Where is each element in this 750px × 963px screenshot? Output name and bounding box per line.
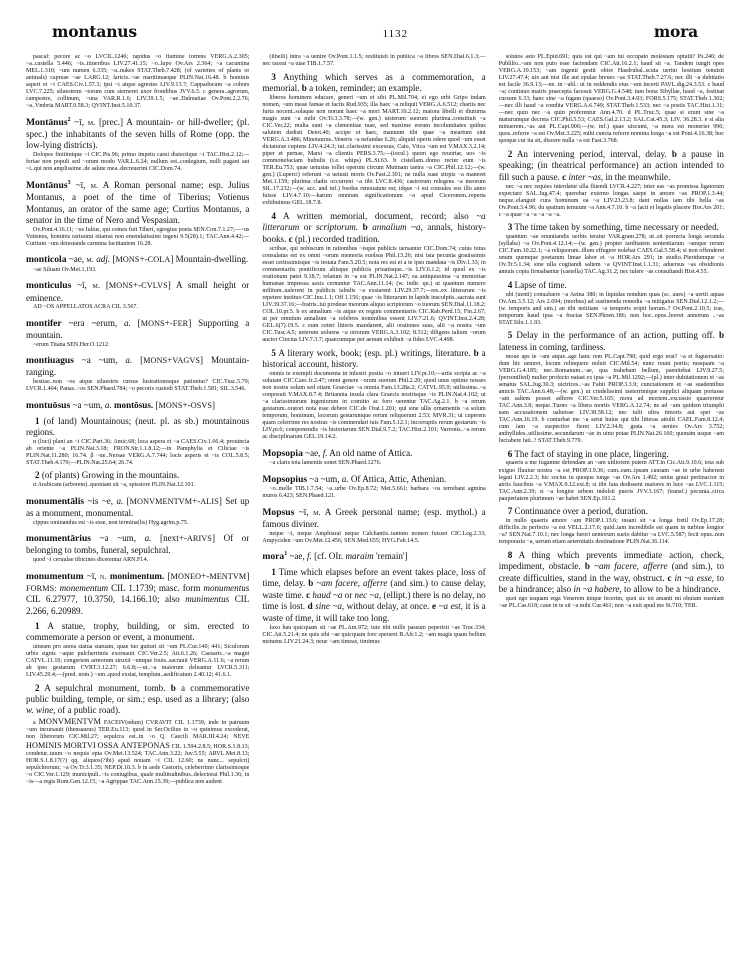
citation-paragraph: quantum ~ae enuntiandis uerbis teratur VAR.gram.278; ut..sit porrecta longa secunda (syllaba) ~a Ov.Pont.4.12.14;—(w. gen.) propter tarditatem sententiarum ~amque rerum CIC.Fam.10.22.1; ~a reliquorum..illum effugere nolebat CAES.Gal.5.58.4; si non offenderet unum quemque poetarum limae labor et ~a HOR.Ars 291; in studio..Pieridumque ~a Ov.Tr.5.1.34; sine ulla cogitandi saltem ~a QVINT.Inst.1.1.31; aduersus ~as obsidionis annuis copia firmabantur (castella) TAC.Ag.31.2; nec tulere ~as consultandi Hist.4.55. (498, 234, 724, 276)
column-container (26, 54, 724, 954)
dictionary-entry (26, 533, 249, 564)
column-left (26, 54, 249, 954)
citation-paragraph: liberos hominem educare, generi ~um et sibi PL.Mil.704; ei ego urbi Gripo indam nomen, ~um meae famae et factis Rud.935; illa haec ~a reliquit VERG.A.6.512; chartis nec furta nocent..solaque non norunt haec ~a mori MART.10.2.12; maiora libelli et diuturna magis sunt ~a mihi Ov.Tr.3.3.78;—(w. gen.) uisterum suorum plurima..constituit ~a CIC.Ver.22; multa sunt ~a clementiae tuae, sed maxime eorum incolumitates quibus salutem dedisti Deiot.40; accipe et haec, manuum tibi quae ~a meartum sint VERG.A.3.486; Minotaurus..Veneris ~a nefandae 6.26; aliquid operis edere quod ~um esset dictaturae cupiens LIV.4.24.3; tui..clarissimi excessus, Cato, Vtica ~um est V.MAX.3.2.14; piper et pernae, Marsi ~a clientis PERS.3.75;—(iocul.) quom ego reuortar, uos ~is commonefaciam bubulis (i.e. whips) PL.St.63. b cistellam..domo recter eum ~is TER.Eu.753; quae uetustas tollet operum circum Mutinam taetra ~a CIC.Phil.12.12;—(w. gen.) (Luperci) referunt ~a uetusti moris Ov.Fast.2.301; ne nulla suae stirpis ~a maneret Met.1.159; plurima cladis occurrent ~a tibi LVC.8.436; castrorum relegens ~a meorum SIL.17.232;—(w. acc. and inf.) foedus renouatum est; idque ~i est consules eos illo anno fuisse LIV.4.7.10;—harum omnium significationum ~a apud Ciceronem..reperta exhibuimus GEL.18.7.8. (262, 94, 486, 207)
dictionary-entry (26, 280, 249, 311)
headword: monticulus (26, 280, 72, 292)
headword: montuōsus (26, 399, 71, 411)
headword-line: monumentālis ~is ~e, a. [MONVMENTVM+-ALIS] Set up as a monument, monumental. (26, 495, 250, 518)
citation-paragraph: moue aps te ~am atque..age hanc rem PL.Capt.790; quid ergo erat? ~a et fuguersatio: dum hic uenıret, locum relinquere noluit CIC.Mil.54; nunc ruunt portis; nusquam ~a VERG.G.4.185; nec..Romanum..~ae, qua trahebant bellum, paenitebat LIV.9.27.5; (personified) mulier profecto natast ex ipsa ~a PL.Mil.1292;—(pl.) inter dubitationem et ~as senatus SAL.Jug.30.3; uictrices..~as Fabii PROP.3.3.9; cunctationem et ~as suadentibus amicis TAC.Ann.6.48;—(w. gen.) ut crudelissimi taeterrimique supplici aliquam portasse ~am saltem posset adferre CIC.Ver.5.165; mora ad mortem..excussio quaereretur TAC.Ann.3.8; neque..Turno ~a libera mortis VERG.A.12.74; ne ad ~am quidem triumphi eam accusationem uahuisse LIV.38.58.12; nec tulit ultra timoris aut spei ~as TAC.Ann.16.19. b conturbat me ~a serui huius qui tibi litteras attulit CAEL.Fam.8.12.4; cum iam ~a suspectior fieret LIV.2.34.8; grata ~a uenies Ov.Ars 3.752; anthyllides..utilissime..secundarum ~ae in uino potae PLIN.Nat.26.160; quonam usque ~am lucrabere fati..? STAT.Theb.9.779. (498, 353, 724, 445)
citation-paragraph: quot ego usquam erga Venerem inique fecerim, quoi sic tot amanti mi obuiam eueniant ~ae PL.Cas.618; caue in te sit ~a mihi Cur.461; non ~a euit apud me St.710; TER. (498, 595, 724, 609)
sense-number: 4 (271, 210, 276, 221)
headword-line: Montānus$^2$ ~ī, m. [prec.] A mountain- or hill-dweller; (pl. spec.) the inhabitants of the seven hills of Rome (opp. the low-lying districts). (26, 116, 250, 151)
sense-heading: 1 A statue, trophy, building, or sim. erected to commemorate a person or event, a monument. (26, 620, 250, 642)
citation-paragraph: α Arabicam (arborem)..quoniam sit ~a, spissiore PLIN.Nat.12.101. (33, 482, 196, 489)
dictionary-entry (26, 180, 249, 248)
headword: monumentārius (26, 533, 92, 545)
headword-line: monticulus ~ī, m. [MONS+-CVLVS] A small height or eminence. (26, 280, 250, 303)
sense-block (499, 222, 724, 276)
headword: Montānus$^2$ (26, 116, 71, 128)
running-head (52, 22, 698, 48)
sense-heading: 7 Continuance over a period, duration. (507, 506, 648, 517)
citation-paragraph: neque ~i, neque Amphiarai neque Calchantis..tantum nomen fuisset CIC.Leg.2.33; Ampyciden ~um Ov.Met.12.456; SEN.Med.655; HYG.Fab.14.5. (262, 530, 486, 544)
headword: mora$^1$ (262, 551, 288, 563)
citation-paragraph: in nullo quaeris amore ~am PROP.1.13.6; insani sit ~a longa fretil Ov.Ep.17.28; difficilis..in perfecto ~a est VELL.2.17.6; quid..tam incredibile est quam in turbine longior ~a? SEN.Nat.7.10.1; nec longa furori uentorum sueto dabitur ~a LVC.5.587; fecit opus..non temporaria ~a, uerum etiam aeternitatis destinatione PLIN.Nat.36.114. (498, 518, 724, 546)
headword-line: Mopsopius ~a ~um, a. Of Attica, Attic, Athenian. (262, 473, 447, 485)
headword-line: montifer ~era ~erum, a. [MONS+-FER] Supporting a mountain. (26, 317, 250, 340)
sense-number: 2 (507, 149, 513, 159)
headword-line: Mopsus ~ī, m. A Greek personal name; (esp. mythol.) a famous diviner. (262, 506, 486, 529)
sense-heading: 2 A sepulchral monument, tomb. b a commemorative public building, temple, or sim.; esp. used as a library; (also w. wine, of a public road). (26, 682, 250, 716)
headword-line: Montānus$^3$ ~ī, m. A Roman personal name; esp. Julius Montanus, a poet of the time of Tiberius; Votienus Montanus, an orator of the same age; Curtius Montanus, a senator in the time of Nero and Vespasian. (26, 179, 250, 225)
citation-paragraph: solutos asto PL.Epid.691; quis est qui ~am tui occupato molestam optulit? Ps.246; de Publilio..~am non puto esse faciendam CIC.Att.16.2.1; haud sit ~a. Tandem iungit opes VERG.A.10.153; ~am ingenti gestit obire Hasdrubal..scuta uerini hostium tenuisti LIV.27.47.4; uix aut nisi ille aut epulae breues ~as STAT.Theb.7.27.6; nec illi ~a dubitatio est facile 36.9.13;—ne. in ~abl.: ut in reddendis eius ~um incerti PAVL.dig.24.3.53. c haud ~a; continuo matris praecepta facessit VERG.G.4.548; tum bona Sibyllae, haud ~a, festinat cursum 6.33; hanc sine ~a fugam (quaeso) Ov.Pont.3.4.93; FORS.5.175; STAT.Theb.1.302;—nec illi haud ~a condita VERG.A.6.749; STAT.Theb.1.533; nec ~a postis TAC.Hist.1.31;—nec quin nec ~a quin proferentur Ann.4.70. d PL.Truc.5; quae si erunt sine ~a maturumque decreta CIC.Phil.5.53; CAES.Gal.2.13.2; SAL.Cat.45.3; LIV. 36.28.3. e si alia minuerem..~as aut PL.Capt.906;—(w. inf.) quae uiscumi, ~a mera est monerier 996; quos..referre ~a est Ov.Met.3.225; mihi cuncta referre nomina longa ~a est Pont.4.16.38; hoc quoque cur ita sit, discere nulla ~a est Fast.3.768. (498, 54, 724, 145)
headword-line: mora$^1$ ~ae, f. [cf. OIr. maraim 'remain'] (262, 551, 408, 563)
citation-paragraph: quaeris a me fugamne defendam an ~am utiliorem putem ATT.in Cic.Att.9.10.6; tota sub exiguo fluuiue nostra ~a est PROP.3.9.36; cum..eam..ipsam causam ~ae in urbe haberent legati LIV.2.2.3; hic socius tu quoque iunge ~as Ov.Ars 1.492; unius graui pertinacior in atriis faucibus ~a V.MAX.9.12.ext.8; si tibi fata dedissent maiores in luce ~as LVC.1.115; TAC.Ann.2.39; si ~a longior urbem indolsit pueris JVV.3.167; (transf.) pecunia..circa paupertatem plurimum ~ae habet SEN.Ep.101.2. (498, 460, 724, 502)
citation-paragraph: omnis te exempli documenta in inlustri posita ~o intueri LIV.pr.10;—artis scripta ac ~a solutam CIC.Caec.fr.2.47; omni genere ~orum suorum Phil.2.20; quod unus optime nosses non nostra solum sed etiam Graeciae ~a omnia Fam.13.28a.2; CATVL.95.9; utilissima..~a conposuit V.MAX.8.7.4; Britannia insula clara Graecis nostrisque ~is PLIN.Nat.4.102; ut ~a clarissimorum ingeniorum in comitio ac foro uerentur TAC.Ag.2.1. b ~a rerum gestarum..oratori nota esse debere CIC.de Orat.1.201; qui sine ullis ornamentis ~a solum temporum, hominum, locorum gestarumque rerum reliquerunt 2.53; MVR.31; ut cuperem quam celerrime res nostras ~is commendari tuis Fam.5.12.1; incorruptis rerum gestarum ~is LIV.pr.6; componendis ~is historiarum SEN.Dial.9.7.2; TAC.Hist.2.101; Varronis..~a rerum ac disciplinarum GEL.19.14.2. (262, 370, 486, 441)
sense-block (262, 348, 485, 442)
sense-number: 1 (271, 567, 276, 578)
citation-paragraph: (libelli) intra ~a uenire Ov.Pont.1.1.5; restituisti in publica ~a libros SEN.Dial.6.1.3;—nec taceat ~a uiae TIB.1.7.57. (262, 54, 486, 68)
sense-heading: 5 A literary work, book; (esp. pl.) writings, literature. b a historical account, history. (262, 347, 486, 369)
sense-block (262, 211, 485, 344)
sense-block (499, 330, 724, 445)
sense-heading: 2 (of plants) Growing in the mountains. (35, 470, 180, 481)
citation-paragraph: uineam pro aurea statua statuam, quae tuo gutturi sit ~um PL.Cur.140; 441; Siculorum urbis signis ~aque pulcherrimis exornauit CIC.Ver.2.5; Att.6.1.26; Caesaris..~a magni CATVL.11.10; congeriem armorum struxit ~umque Iouis..sacrauit VERG.A.11.6; ~a rerum ab ipso gestarum CVRT.3.12.27; 6.6.8;—ut..~a maiorum deleantur LVCR.5.311; LIV.45.29.4;—(pred. nom.) ~um..quod exstat, templum..aedificatum 2.40.12; 41.6.1. (26, 643, 250, 678)
sense-number: 5 (507, 330, 513, 341)
sense-block (499, 280, 724, 327)
citation-paragraph: Ov.Pont.4.16.11; ~us Iulius, qui comes fuit Tiberi, egregius poeta SEN.Con.7.1.27;—~us Votienus, hominis rarissimi etiamsi non emendatissimi ingeni 9.5(28).1; TAC.Ann.4.42;—Curtium ~um detestanda carmina factitantem 16.28. (26, 226, 250, 247)
citation-paragraph: a MONVMENTVM FACEIV(ndum) CVRAVIT CIL 1.1739; inde in patruum ~um incursauit (thensaurus) TER.Eu.113; quod in Ser.Ocilius in ~o quinimus excederat, non liberorum CIC.Mil.27; sepulcra est..in ~o Q. Caecili MAR.III.4.24; NEVE HOMINIS MORTVI OSSA ANTEPONAS CIL 1.594.2.8.5; HOR.S.1.8.13; condetur..tuum ~o nequis opta Ov.Met.13.524; TAC.Ann.3.22; Juv.5.55; ARVL.Met.8.13; HOR.S.1.8.17(?) qq. aliquos(?ibi) apud nouam ~i CIL 12.60; ne nunc... sepulcri) sepulchrorum; ~a Ov.Tr.3.1.35; NEP.Di.10.3. b in aede Castoris, celeberrimo clarissimoque ~o CIC.Ver.1.129; municipuli..~is coniugibus, quale multitudinibus..delectorat Phil.1.36; in ~is—a regis Rom.Gen.12.15; ~a Agrippae TAC.Ann.15.39;—publica non audent (26, 717, 250, 786)
headword: monumentālis (26, 495, 85, 507)
citation-paragraph: α (loci) plani an ~i CIC.Part.36; Amic.68; loca aspera et ~a CAES.Civ.1.66.4; prouincia ab oriente ~a PLIN.Nat.3.18; FRON.Str.1.1.8.12;—in Pamphylia et Ciliciae ~is PLIN.Nat.11.280; 16.74. β ~ue..Nersae VERG.A.7.744; locis asperis et ~is COL.5.8.5; STAT.Theb.4.179;—PLIN.Nat.25.64; 26.74. (26, 438, 250, 466)
dictionary-entry (26, 496, 249, 527)
sense-number: 2 (35, 682, 40, 693)
sense-block (499, 149, 724, 219)
headword-line: montiuagus ~a ~um, a. [MONS+VAGVS] Mountain-ranging. (26, 355, 250, 378)
dictionary-entry (26, 318, 249, 349)
citation-paragraph: ubi (uenti) conualuere ~a Aetna 380; in liquidas nondum quas (sc. aues) ~a uertit aquas Ov.Am.3.5.12; Ars 2.694; (morbus) ad sustinenda remedia ~a mitigatus SEN.Dial.12.1.2;—(w. temporis and sim.) an tibi notitiam ~a temporis eripit horum..? Ov.Pont.2.10.5; iras, temporum haud ipsa ~a fractas SEN.Phoen.186; non hoc..opus..horret annorum ..~as STAT.Silu.1.1.93. (498, 291, 724, 326)
sense-heading: 5 Delay in the performance of an action, putting off. b lateness in coming, tardiness. (498, 330, 724, 352)
headword-line: monumentum ~ī, n. monimentum. [MONEO+-MENTVM] FORMS: monementum CIL 1.1739; masc. form monumentus CIL 6.27977, 10.3750, 14.166.10; also munimentus CIL 2.266, 6.20989. (26, 570, 250, 616)
headword-homonym-number: 3 (67, 179, 71, 186)
headword-line: monumentārius ~a ~um, a. [next+-ARIVS] Of or belonging to tombs, funeral, sepulchral. (26, 533, 250, 556)
dictionary-entry (26, 117, 249, 174)
column-middle (262, 54, 485, 954)
headword: montifer (26, 317, 62, 329)
sense-heading: 8 A thing which prevents immediate action, check, impediment, obstacle. b ~am facere, afferre (and sim.), to create difficulties, stand in the way, obstruct. c in ~a esse, to be a hindrance; also in ~a habere, to allow to be a hindrance. (498, 549, 724, 594)
citation-paragraph: bestiae..non ~os atque siluestris cursus lustrationesque patiuntur? CIC.Tusc.5.79; LVCR.1.404; Panas..~os SEN.Phaed.784; ~o pecoris custodi STAT.Theb.1.581; SIL.3.546. (26, 379, 250, 393)
sense-heading: 1 Time which elapses before an event takes place, loss of time, delay. b ~am facere, afferre (and sim.) to cause delay, waste time. c haud ~a or nec ~a, (ellipt.) there is no delay, no time is lost. d sine ~a, without delay, at once. e ~a est, it is a waste of time, it will take too long. (262, 567, 486, 623)
sense-number: 1 (35, 415, 40, 426)
sense-block (499, 506, 724, 546)
page-number: 1132 (382, 28, 409, 40)
headword-line: montuōsus ~a ~um, a. montōsus. [MONS+-OSVS] (26, 399, 216, 411)
dictionary-entry (262, 448, 485, 468)
dictionary-entry (262, 474, 485, 501)
sense-block (499, 550, 724, 610)
sense-number: 3 (507, 222, 513, 233)
dictionary-entry (26, 571, 249, 787)
sense-number: 7 (507, 506, 513, 517)
citation-paragraph: ~o..melle TIB.1.7.54; ~a..urbe Ov.Ep.8.72; Met.5.661; barbara ~os terrebant agmina muros 6.423; SEN.Phaed.121. (262, 486, 486, 500)
running-head-left: montanus (52, 22, 137, 41)
citation-paragraph: ~a claris tota lamentis sonet SEN.Phaed.1276. (269, 460, 382, 467)
citation-paragraph: faxo hau quicquam sit ~ae PL.Am.972; tute tibi mille passum peperisti ~ae Truc.334; CIC.Att.5.21.4; ne quis sibi ~ae quicquam fore speraret B.Afr.1.2; ~am magis quam bellum metuens LIV.21.24.3; neue ~am timeas, timimus (262, 624, 486, 645)
sense-heading: 4 A written memorial, document, record; also ~a litterarum or scriptorum. b annalium ~a, annals, history-books. c (pl.) recorded tradition. (262, 210, 486, 244)
sense-number: 2 (35, 470, 40, 481)
headword-homonym-number: 1 (284, 551, 288, 558)
sense-number: 3 (271, 71, 276, 82)
sense-heading: 3 The time taken by something, time necessary or needed. (507, 222, 719, 233)
headword: monumentum (26, 570, 84, 582)
citation-paragraph: quod ~i ceruulae tibicines dicerentur ARN.Fl.4. (33, 557, 149, 564)
citation-paragraph: nec ~a nec requies interdatur ulla fluendi LVCR.4.227; inter eas ~as promissa ligatorum expectare SAL.Jug.47.4; querebar externo longas saepe in amore ~as PROP.1.3.44; neque..elanguit cura hominum ea ~a LIV.23.23.8; dant nullas iam tibi bella ~as Ov.Pont.3.4.96; du spatium temuum ~a Ann.4.7.10. b ~a facit et legatis placere Hor.Ars 201; c ~a quae ~a ~a ~a ~a ~a. (498, 183, 724, 218)
dictionary-entry (26, 400, 249, 489)
headword: Mopsus (262, 506, 295, 518)
dictionary-entry (262, 551, 485, 645)
headword-homonym-number: 2 (67, 116, 71, 123)
sense-number: 6 (507, 448, 513, 459)
citation-paragraph: Dolopes finitimique ~i CIC.Pis.96; primo impetu caesi disiectique ~i TAC.Hist.2.12;—feriae non populi sed ~orum modo VAR.L.6.24; nullum est..conlegium, nulli pagani aut ~i..qui non amplissime..de salute mea..decreuerint CIC.Dom.74. (26, 152, 250, 173)
sense-heading: 6 The fact of staying in one place, lingering. (507, 448, 669, 459)
sense-block (262, 72, 485, 208)
sense-number: 5 (271, 347, 276, 358)
sense-heading: 3 Anything which serves as a commemoration, a memorial. b a token, reminder; an example. (262, 71, 486, 94)
dictionary-entry (26, 355, 249, 393)
headword: Mopsopius (262, 473, 308, 485)
headword: Mopsopia (262, 447, 303, 459)
sense-number: 8 (507, 549, 513, 560)
sense-heading: 4 Lapse of time. (507, 279, 567, 290)
running-head-right: mora (653, 22, 698, 41)
citation-paragraph: AD ~OS APPELLATOS ACRA CIL 3.567. (33, 304, 138, 311)
dictionary-entry (26, 254, 249, 274)
citation-paragraph: cippus ominandus est ~is esse, non termina(lis) Hyg.agrim.p.75. (33, 519, 189, 526)
headword-line: monticola ~ae, m. adj. [MONS+-COLA] Mountain-dwelling. (26, 254, 249, 266)
citation-paragraph: pascal: pecore ac ~o LVCIL.1246; rapidus ~o flumine torrens VERG.A.2.305; ~a..castella 5.446; ~is..itineribus LIV.27.41.15; ~o..lupo Ov.Ars 2.364; ~a cacumina MEL.1.310; ~um numen 6.335; ~a..nukes STAT.Theb.7.428; (of varieties of plants or animals) capreae ~ae LARG.12; laricis..~ae maritimaeque PLIN.Nat.16.48. b hominis asperi et ~i CAES.Civ.1.57.3; ipsi ~i atque agrestes LIV.9.13.7; Cappadocum ~a cohors LVC.7.225; siluestrem ~torum cum sterneret uxor frondibus JVV.6.5. c genera..agrorum, campestre, collinum, ~una VAR.R.1.6; LIV.39.1.5; ~ae..Dalmatiae Ov.Pont.2.2.76; ~a..Vmbria MART.9.58.3; QVINT.Inst.5.10.37. (26, 54, 250, 110)
headword: Montānus$^3$ (26, 179, 71, 192)
sense-number: 4 (507, 279, 513, 290)
sense-number: 1 (35, 620, 40, 631)
headword: montiuagus (26, 355, 74, 367)
headword: monticola (26, 254, 67, 266)
citation-paragraph: ~ae Siluani Ov.Met.1.193. (33, 266, 97, 273)
dictionary-entry (262, 507, 485, 545)
sense-heading: 2 An intervening period, interval, delay. b a pause in speaking; (in theatrical performance) an action intended to fill such a pause. c inter ~as, in the meanwhile. (498, 149, 724, 182)
headword-line: Mopsopia ~ae, f. An old name of Attica. (262, 447, 413, 459)
sense-block (499, 449, 724, 503)
citation-paragraph: scribae, qui nobiscum in rationibus ~isque publicis uersantur CIC.Dom.74; cuius totus consulatus est ex omni ~orum memoria euolsus Phil.13.26; nisi ista pecunia grauissimis esset certissimisque ~is testata Fam.5.20.5; nota res est et a te ipso mandata ~is Div.1.33; in commentariis pontificum aliisque publicis priuatisque..~is LIV.6.1.2; id quod ex ~is orationum patet 9.18.7; relatum in ~a est PLIN.Nat.2.147; ea antiquissima ~a memoriae humanae impressa saxis cernuntur TAC.Ann.11.14; (w. indir. qu.) ut quantum numero militum..ualerent in publicis tabulis ~a exstarent LIV.29.37.7;—res..ex litterarum ~is repetere instituo CIC.Inu.1.1; Off.1.156; quae ~is litterarum in lapide insculptis..sacrata sunt LIV.39.37.16;—fratris..tui prodeue meorum aliquo scriptorum ~o tuorum SEN.Dial.11.18.2; COL.10.pr.5. b ex annalium ~is atque ex regum commentariis CIC.Rab.Perd.15; Fin.2.67; ut per omnium annalium ~a celebres nominibus essent LIV.7.21.6; QVINT.Inst.2.4.28; GEL.6(7).19.5. c eum ceteri litteris mandarent, alii orationes suas, alii ~a nostra ~um CIC.Tusc.4.5; ueterum uoluens ~a uirorum VERG.A.3.102; 8.312; diligens talium ~orum auctor Cincius LIV.7.3.7; quaecumque per aeuum exhibuit ~a fides LVC.4.498. (262, 245, 486, 343)
citation-paragraph: ~erum Titana SEN.Her.O.1212. (33, 341, 110, 348)
column-right (499, 54, 724, 954)
sense-heading: 1 (of land) Mountainous; (neut. pl. as sb.) mountainous regions. (26, 415, 250, 437)
